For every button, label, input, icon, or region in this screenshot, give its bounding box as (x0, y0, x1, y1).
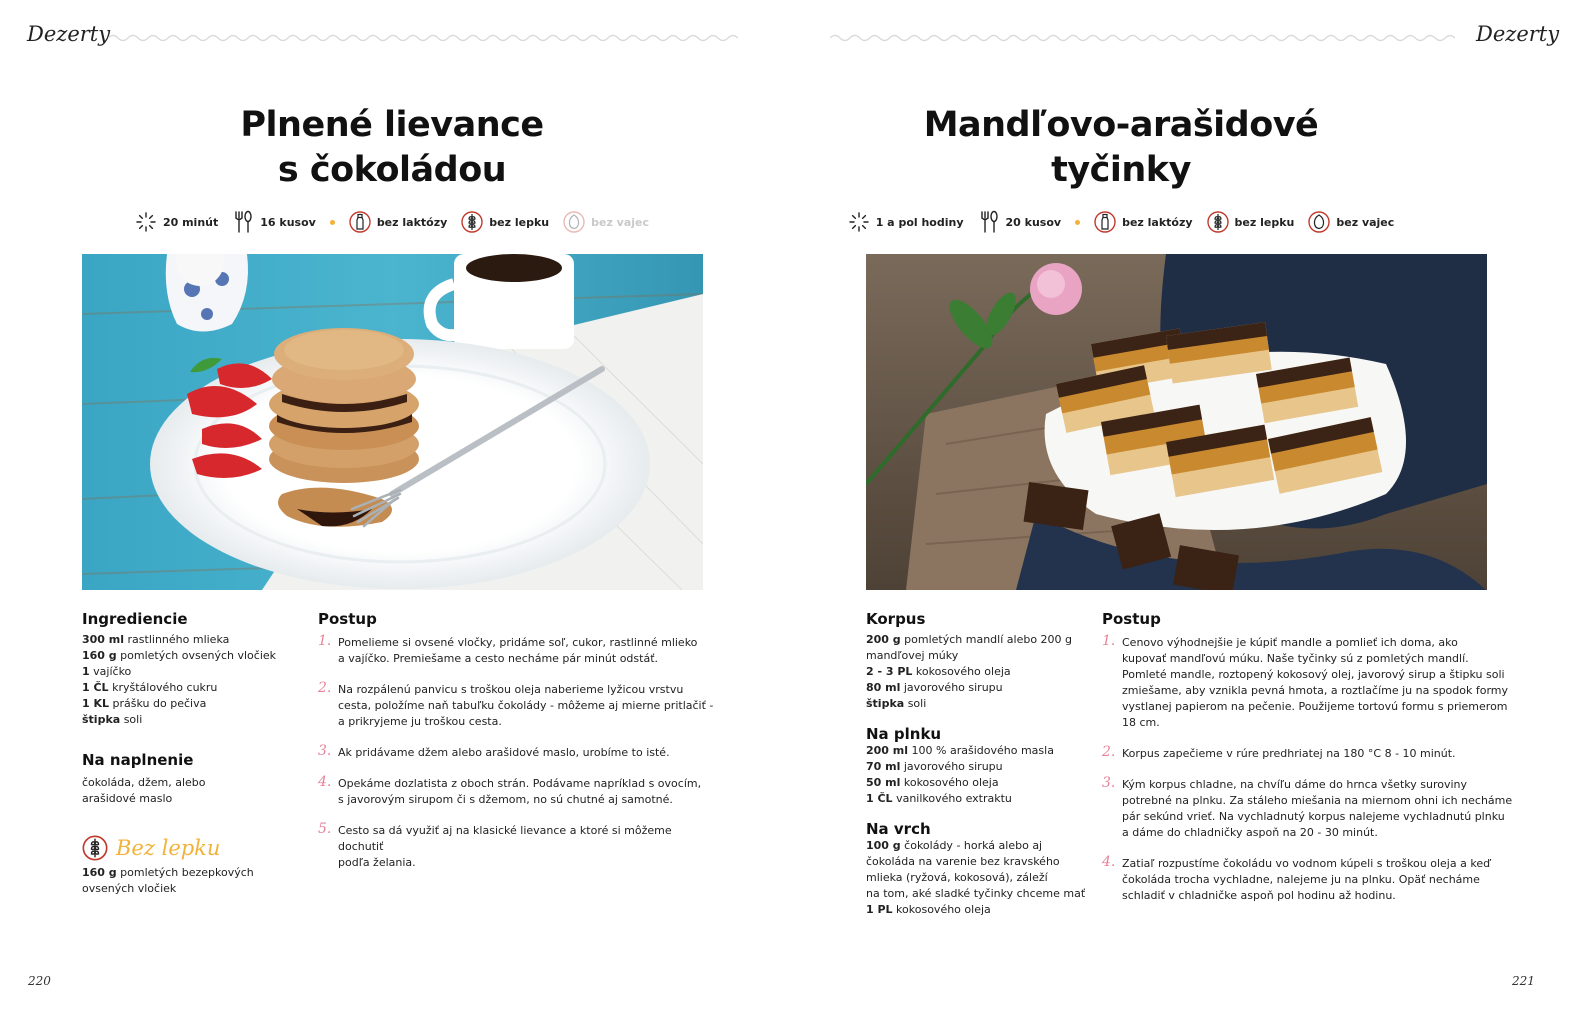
section-tag: Dezerty (1476, 22, 1560, 46)
step-item: 1. Cenovo výhodnejšie je kúpiť mandle a pomlieť ich doma, ako kupovať mandľovú múku. Naše tyčinky sú z pomletých mandlí. Pomleté mandle, roztopený kokosový olej, javorový sirup a štipku soli zmiešame, aby vznikla pevná hmota, a roztlačíme ju na spodok formy vystlanej papierom na pečenie. Použijeme tortovú formu s priemerom 18 cm. (1102, 633, 1509, 729)
ingredient-item: štipka soli (82, 713, 143, 726)
ingredients-list (82, 632, 276, 728)
ingredient-item: 1 ČL kryštálového cukru (82, 681, 218, 694)
wave-divider (830, 31, 1455, 45)
portions-info (232, 210, 316, 234)
egg-icon (1308, 210, 1330, 234)
step-number: 4. (1102, 854, 1116, 870)
time-label: 20 minút (162, 215, 219, 229)
ingredient-item: 1 vajíčko (82, 665, 132, 678)
step-number: 1. (318, 633, 332, 649)
step-item: 4. Zatiaľ rozpustíme čokoládu vo vodnom kúpeli s troškou oleja a keď čokoláda trocha vychladne, nalejeme ju na plnku. Opäť necháme schladiť v chladničke aspoň pol hodinu až hodinu. (1102, 854, 1491, 902)
ingredient-item: 160 g pomletých bezepkových (82, 866, 254, 879)
portions-label: 20 kusov (1005, 215, 1062, 229)
step-item: 2. Korpus zapečieme v rúre predhriatej na 180 °C 8 - 10 minút. (1102, 744, 1456, 760)
ingredient-item: mandľovej múky (866, 649, 959, 662)
ingredient-item: ovsených vločiek (82, 882, 177, 895)
time-info (848, 210, 964, 234)
ingredient-item: 100 g čokolády - horká alebo aj (866, 839, 1043, 852)
title-line: s čokoládou (277, 150, 507, 190)
ingredient-item: 160 g pomletých ovsených vločiek (82, 649, 277, 662)
ingredient-item: 1 PL kokosového oleja (866, 903, 991, 916)
bars-photo (866, 254, 1487, 590)
topping-list (866, 838, 1085, 918)
steps-heading: Postup (318, 610, 377, 628)
ingredient-item: 70 ml javorového sirupu (866, 760, 1003, 773)
step-number: 3. (1102, 775, 1116, 791)
gluten-label: bez lepku (1234, 215, 1295, 229)
filling-line: čokoláda, džem, alebo (82, 776, 206, 789)
step-number: 2. (318, 680, 332, 696)
step-number: 1. (1102, 633, 1116, 649)
lactose-label: bez laktózy (376, 215, 448, 229)
ingredient-item: 2 - 3 PL kokosového oleja (866, 665, 1011, 678)
cutlery-icon (232, 210, 254, 234)
base-heading: Korpus (866, 610, 926, 628)
steps-list (318, 635, 718, 886)
wave-divider (108, 31, 738, 45)
glutenfree-list (82, 865, 254, 897)
title-line: Mandľovo-arašidové (923, 105, 1319, 145)
ingredient-item: 50 ml kokosového oleja (866, 776, 999, 789)
page-number: 221 (1512, 974, 1535, 988)
step-item: 3. Ak pridávame džem alebo arašidové maslo, urobíme to isté. (318, 743, 670, 759)
gluten-label: bez lepku (489, 215, 550, 229)
ingredient-item: čokoláda na varenie bez kravského (866, 855, 1060, 868)
time-label: 1 a pol hodiny (875, 215, 964, 229)
step-item: 4. Opekáme dozlatista z oboch strán. Podávame napríklad s ovocím, s javorovým sirupom či s džemom, no sú chutné aj samotné. (318, 774, 702, 806)
lactose-info (1094, 210, 1192, 234)
step-number: 4. (318, 774, 332, 790)
filling-line: arašidové maslo (82, 792, 173, 805)
filling-heading: Na plnku (866, 725, 942, 743)
ingredient-item: 200 g pomletých mandlí alebo 200 g (866, 633, 1073, 646)
ingredients-heading: Ingrediencie (82, 610, 188, 628)
ingredient-item: 1 KL prášku do pečiva (82, 697, 207, 710)
recipe-title (794, 103, 1448, 193)
step-number: 3. (318, 743, 332, 759)
ingredient-item: mlieka (ryžová, kokosová), záleží (866, 871, 1048, 884)
step-item: 5. Cesto sa dá využiť aj na klasické lievance a ktoré si môžeme dochutiť podľa želania. (318, 821, 672, 869)
eggs-info (1308, 210, 1394, 234)
recipe-meta (0, 210, 784, 234)
separator-dot (1075, 220, 1080, 225)
step-number: 2. (1102, 744, 1116, 760)
glutenfree-variant (82, 834, 220, 862)
time-info (135, 210, 218, 234)
filling-list (866, 743, 1054, 807)
egg-icon (563, 210, 585, 234)
base-list (866, 632, 1072, 712)
eggs-info (563, 210, 649, 234)
ingredient-item: 80 ml javorového sirupu (866, 681, 1003, 694)
steps-list (1102, 635, 1522, 919)
ingredient-item: štipka soli (866, 697, 927, 710)
wheat-icon (1207, 210, 1229, 234)
step-number: 5. (318, 821, 332, 837)
ingredient-item: 1 ČL vanilkového extraktu (866, 792, 1012, 805)
title-line: Plnené lievance (240, 105, 544, 145)
left-page (0, 0, 793, 1020)
right-page (794, 0, 1587, 1020)
section-tag: Dezerty (27, 22, 111, 46)
ingredient-item: na tom, aké sladké tyčinky chceme mať (866, 887, 1086, 900)
page-number: 220 (28, 974, 51, 988)
filling-list (82, 775, 206, 807)
steps-heading: Postup (1102, 610, 1161, 628)
gluten-info (1207, 210, 1295, 234)
gluten-info (461, 210, 549, 234)
lactose-info (349, 210, 447, 234)
title-line: tyčinky (1051, 150, 1191, 190)
wheat-icon (82, 834, 108, 862)
eggs-label: bez vajec (591, 215, 650, 229)
step-item: 2. Na rozpálenú panvicu s troškou oleja naberieme lyžicou vrstvu cesta, položíme naň tabuľku čokolády - môžeme aj mierne pritlačiť - a prikryjeme ju troškou cesta. (318, 680, 714, 728)
recipe-meta (794, 210, 1448, 234)
topping-heading: Na vrch (866, 820, 931, 838)
glutenfree-label: Bez lepku (116, 836, 221, 860)
lactose-label: bez laktózy (1122, 215, 1193, 229)
recipe-title (0, 103, 784, 193)
step-item: 3. Kým korpus chladne, na chvíľu dáme do hrnca všetky suroviny potrebné na plnku. Za stáleho miešania na miernom ohni ich necháme pár sekúnd vrieť. Na vychladnutý korpus nalejeme vychladnutú plnku a dáme do chladničky aspoň na 20 - 30 minút. (1102, 775, 1513, 839)
clock-icon (848, 210, 870, 234)
step-item: 1. Pomelieme si ovsené vločky, pridáme soľ, cukor, rastlinné mlieko a vajíčko. Premiešame a cesto necháme pár minút odstáť. (318, 633, 698, 665)
cutlery-icon (978, 210, 1000, 234)
clock-icon (135, 210, 157, 234)
portions-info (978, 210, 1062, 234)
wheat-icon (461, 210, 483, 234)
ingredient-item: 200 ml 100 % arašidového masla (866, 744, 1054, 757)
milk-bottle-icon (349, 210, 371, 234)
separator-dot (330, 220, 335, 225)
ingredient-item: 300 ml rastlinného mlieka (82, 633, 230, 646)
eggs-label: bez vajec (1336, 215, 1395, 229)
pancakes-photo (82, 254, 703, 590)
milk-bottle-icon (1094, 210, 1116, 234)
portions-label: 16 kusov (260, 215, 316, 229)
filling-heading: Na naplnenie (82, 751, 194, 769)
